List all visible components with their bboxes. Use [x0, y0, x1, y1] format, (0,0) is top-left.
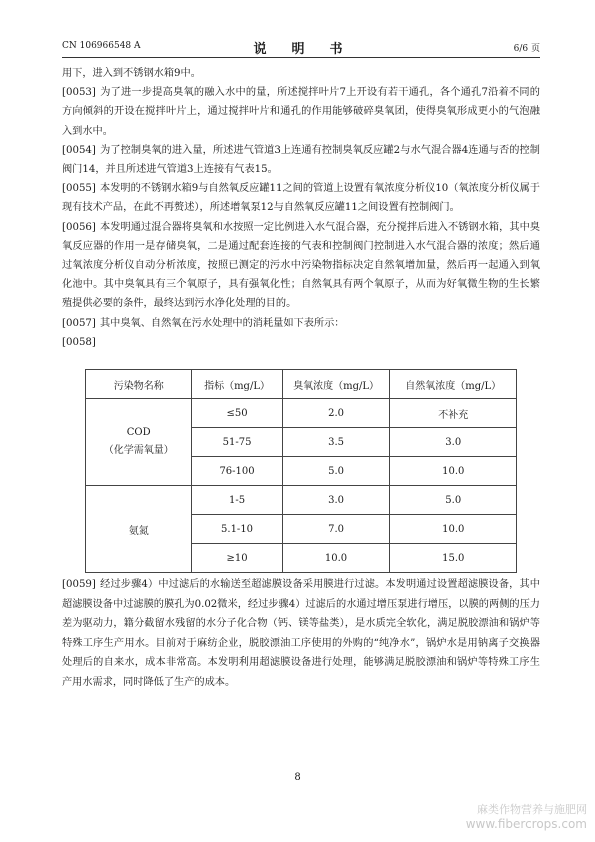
page-info: 6/6 页: [513, 44, 540, 54]
pollutant-name: COD: [126, 427, 151, 438]
index-cell: 1-5: [192, 486, 282, 515]
paragraph-tag: [0056]: [62, 221, 96, 233]
pollutant-subname: （化学需氧量）: [103, 445, 174, 456]
oxygen-cell: 10.0: [390, 457, 517, 486]
body-text-lower: [62, 575, 540, 693]
ozone-cell: 5.0: [282, 457, 390, 486]
paragraph-text: 为了进一步提高臭氧的融入水中的量，所述搅拌叶片7上开设有若干通孔，各个通孔7沿着不同的方向倾斜的开设在搅拌叶片上，通过搅拌叶片和通孔的作用能够破碎臭氧团，使得臭氧形成更小的气泡融入到水中。: [62, 87, 540, 137]
paragraph-text: 本发明的不锈钢水箱9与自然氧反应罐11之间的管道上设置有氧浓度分析仪10（氧浓度分析仪属于现有技术产品，在此不再赘述），所述增氧泵12与自然氧反应罐11之间设置有控制阀门。: [62, 183, 540, 214]
body-text: [62, 64, 540, 352]
index-cell: 76-100: [192, 457, 282, 486]
table-row: [86, 399, 517, 428]
watermark-url: www.fibercrops.com: [465, 817, 587, 831]
pollutant-name: 氨氮: [128, 525, 149, 537]
paragraph-0054: [62, 141, 540, 179]
paragraph-text: 其中臭氧、自然氧在污水处理中的消耗量如下表所示：: [100, 317, 345, 329]
ozone-cell: 3.5: [282, 428, 390, 457]
watermark-title: 麻类作物营养与施肥网: [477, 803, 587, 816]
ozone-cell: 2.0: [282, 399, 390, 428]
paragraph-0057: [62, 314, 540, 333]
oxygen-cell: 10.0: [390, 515, 517, 544]
page-header: [62, 38, 540, 56]
header-divider: [62, 57, 540, 58]
pollutant-cell: [86, 486, 192, 573]
ozone-cell: 7.0: [282, 515, 390, 544]
paragraph-0053: [62, 83, 540, 141]
table-header-row: [86, 370, 517, 399]
paragraph-0059: [62, 575, 540, 693]
paragraph-continuation: [62, 64, 540, 83]
document-type-title: 说 明 书: [253, 42, 349, 57]
pollutant-cell: [86, 399, 192, 486]
publication-number: CN 106966548 A: [62, 41, 141, 51]
oxygen-cell: 不补充: [390, 399, 517, 428]
paragraph-tag: [0058]: [62, 336, 96, 348]
oxygen-cell: 5.0: [390, 486, 517, 515]
consumption-table: [85, 369, 517, 573]
paragraph-text: 经过步骤4）中过滤后的水输送至超滤膜设备采用膜进行过滤。本发明通过设置超滤膜设备，其中超滤膜设备中过滤膜的膜孔为0.02微米，经过步骤4）过滤后的水通过增压泵进行增压，以膜的两侧的压力差为驱动力，籍分截留水残留的水分子化合物（钙、镁等盐类），是水质完全软化，满足脱胶漂油和锅炉等特殊工序生产用水。目前对于麻纺企业，脱胶漂油工序使用的外购的“纯净水”，锅炉水是用钠离子交换器处理后的自来水，成本非常高。本发明利用超滤膜设备进行处理，能够满足脱胶漂油和锅炉等特殊工序生产用水需求，同时降低了生产的成本。: [62, 579, 540, 688]
paragraph-tag: [0057]: [62, 317, 96, 329]
index-cell: 5.1-10: [192, 515, 282, 544]
oxygen-cell: 15.0: [390, 544, 517, 573]
table-row: [86, 486, 517, 515]
table-header-cell: 臭氧浓度（mg/L）: [282, 370, 390, 399]
paragraph-text: 本发明通过混合器将臭氧和水按照一定比例进入水气混合器，充分搅拌后进入不锈钢水箱，其中臭氧反应器的作用一是存储臭氧，二是通过配套连接的气表和控制阀门控制进入水气混合器的浓度；然后通过氧浓度分析仪自动分析浓度，按照已测定的污水中污染物指标决定自然氧增加量，然后再一起通入到氧化池中。其中臭氧具有三个氧原子，具有强氧化性；自然氧具有两个氧原子，从而为好氧微生物的生长繁殖提供必要的条件，最终达到污水净化处理的目的。: [62, 221, 540, 310]
table-header-cell: 指标（mg/L）: [192, 370, 282, 399]
index-cell: ≥10: [192, 544, 282, 573]
page-number: 8: [294, 772, 301, 783]
table-header-cell: 污染物名称: [86, 370, 192, 399]
oxygen-cell: 3.0: [390, 428, 517, 457]
paragraph-text: 用下，进入到不锈钢水箱9中。: [62, 68, 201, 79]
ozone-cell: 10.0: [282, 544, 390, 573]
paragraph-tag: [0054]: [62, 144, 96, 156]
paragraph-tag: [0059]: [62, 579, 96, 590]
paragraph-0058: [62, 333, 540, 352]
paragraph-0056: [62, 218, 540, 314]
index-cell: ≤50: [192, 399, 282, 428]
watermark: [466, 802, 587, 832]
paragraph-tag: [0053]: [62, 87, 96, 99]
ozone-cell: 3.0: [282, 486, 390, 515]
paragraph-tag: [0055]: [62, 183, 96, 195]
table-header-cell: 自然氧浓度（mg/L）: [390, 370, 517, 399]
paragraph-text: 为了控制臭氧的进入量，所述进气管道3上连通有控制臭氧反应罐2与水气混合器4连通与否的控制阀门14，并且所述进气管道3上连接有气表15。: [62, 144, 540, 176]
paragraph-0055: [62, 179, 540, 217]
index-cell: 51-75: [192, 428, 282, 457]
